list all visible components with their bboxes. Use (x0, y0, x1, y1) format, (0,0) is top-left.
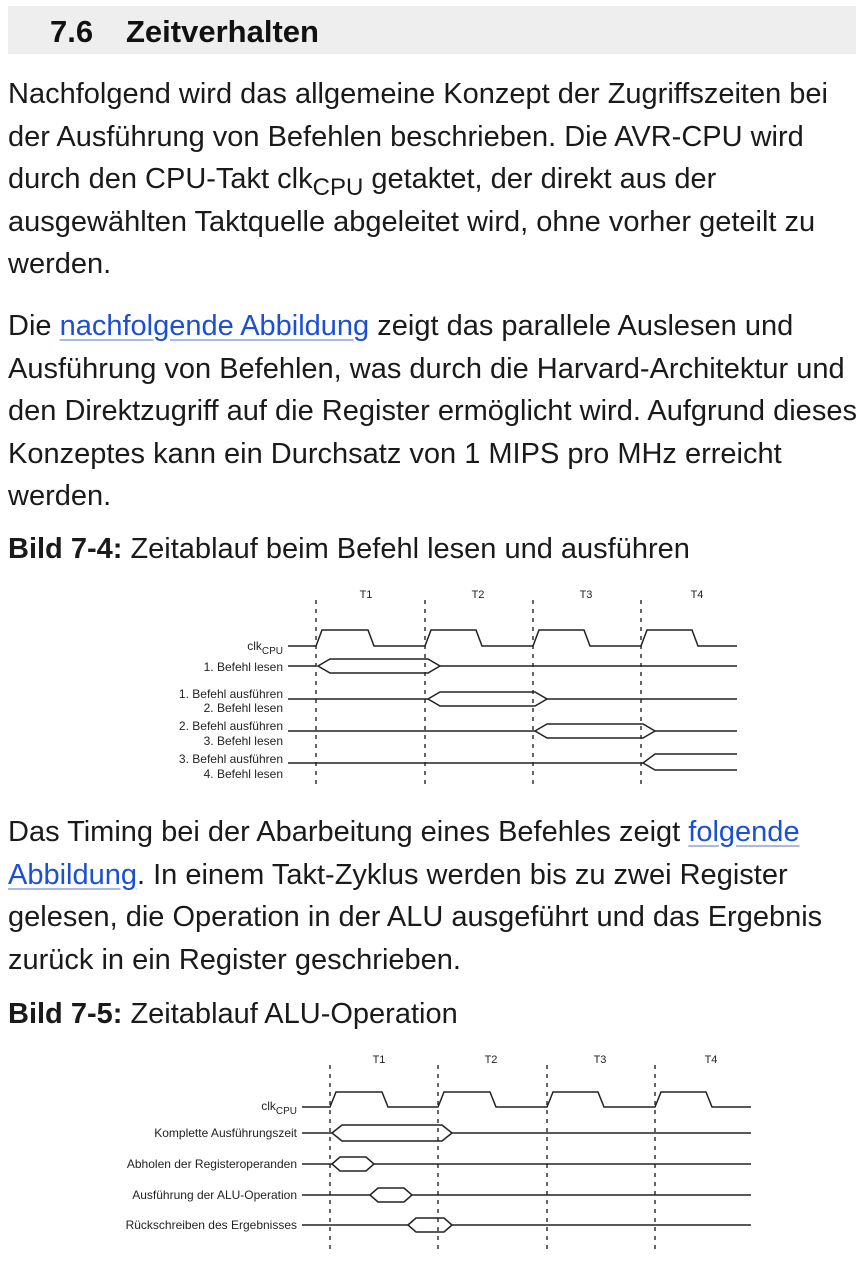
section-title: Zeitverhalten (126, 14, 319, 49)
clock-waveform (302, 1092, 751, 1107)
figure1-timing-diagram (0, 580, 864, 795)
paragraph-harvard-text-end: zeigt das parallele Auslesen und Ausführung von Befehlen, was durch die Harvard-Architektur und den Direktzugriff auf die Register ermöglicht wird. Aufgrund dieses Konzeptes kann ein Durchsatz von 1 MIPS pro MHz erreicht werden. (8, 310, 857, 512)
paragraph-intro-text-end: getaktet, der direkt aus der ausgewählten Taktquelle abgeleitet wird, ohne vorher geteilt zu werden. (8, 163, 816, 280)
cycle-label-t3: T3 (593, 1054, 607, 1066)
signal-label: Abholen der Registeroperanden (126, 1157, 297, 1171)
paragraph-harvard (8, 305, 858, 518)
signal-waveform (288, 754, 737, 770)
cycle-label-t3: T3 (579, 589, 593, 601)
figure1-caption (8, 533, 690, 566)
signal-label: 2. Befehl ausführen (178, 719, 283, 733)
clock-waveform (288, 630, 737, 646)
paragraph-intro-text: Nachfolgend wird das allgemeine Konzept der Zugriffszeiten bei der Ausführung von Befehlen beschrieben. Die AVR-CPU wird durch den CPU-Takt clk (8, 78, 829, 195)
signal-waveform (288, 724, 737, 738)
signal-waveform (302, 1157, 751, 1171)
section-number: 7.6 (50, 14, 94, 49)
section-heading (8, 6, 856, 54)
link-nachfolgende-abbildung[interactable]: nachfolgende Abbildung (59, 310, 370, 342)
clk-subscript: CPU (312, 174, 364, 201)
signal-label: 3. Befehl ausführen (178, 752, 283, 766)
clock-label: clk$_{CPU}$ (247, 639, 283, 657)
signal-label: 3. Befehl lesen (203, 734, 283, 748)
signal-waveform (302, 1125, 751, 1141)
figure2-caption-label: Bild 7-5: (8, 998, 123, 1030)
cycle-label-t1: T1 (372, 1054, 386, 1066)
signal-label: Komplette Ausführungszeit (154, 1126, 297, 1140)
signal-waveform (288, 659, 737, 673)
paragraph-timing (8, 811, 858, 981)
figure1-caption-text: Zeitablauf beim Befehl lesen und ausführen (122, 533, 690, 565)
signal-waveform (288, 692, 737, 706)
signal-label: 2. Befehl lesen (203, 701, 283, 715)
signal-label: 1. Befehl lesen (203, 660, 283, 674)
signal-label: Rückschreiben des Ergebnisses (125, 1218, 297, 1232)
signal-label: Ausführung der ALU-Operation (132, 1188, 297, 1202)
cycle-label-t4: T4 (690, 589, 704, 601)
signal-label: 1. Befehl ausführen (178, 687, 283, 701)
signal-label: 4. Befehl lesen (203, 767, 283, 781)
cycle-label-t2: T2 (484, 1054, 498, 1066)
figure2-timing-diagram (0, 1045, 864, 1255)
figure2-caption (8, 998, 458, 1031)
cycle-label-t1: T1 (359, 589, 373, 601)
link-folgende-abbildung[interactable]: folgende Abbildung (8, 816, 800, 891)
figure1-caption-label: Bild 7-4: (8, 533, 123, 565)
paragraph-harvard-text: Die (8, 310, 60, 342)
clock-label: clk$_{CPU}$ (261, 1099, 297, 1117)
paragraph-timing-text: Das Timing bei der Abarbeitung eines Befehles zeigt (8, 816, 689, 848)
figure2-caption-text: Zeitablauf ALU-Operation (122, 998, 458, 1030)
cycle-label-t4: T4 (704, 1054, 718, 1066)
paragraph-timing-text-end: . In einem Takt-Zyklus werden bis zu zwei Register gelesen, die Operation in der ALU ausgeführt und das Ergebnis zurück in ein Register geschrieben. (8, 858, 823, 976)
signal-waveform (302, 1218, 751, 1232)
cycle-label-t2: T2 (471, 589, 485, 601)
paragraph-intro (8, 73, 858, 286)
signal-waveform (302, 1188, 751, 1202)
